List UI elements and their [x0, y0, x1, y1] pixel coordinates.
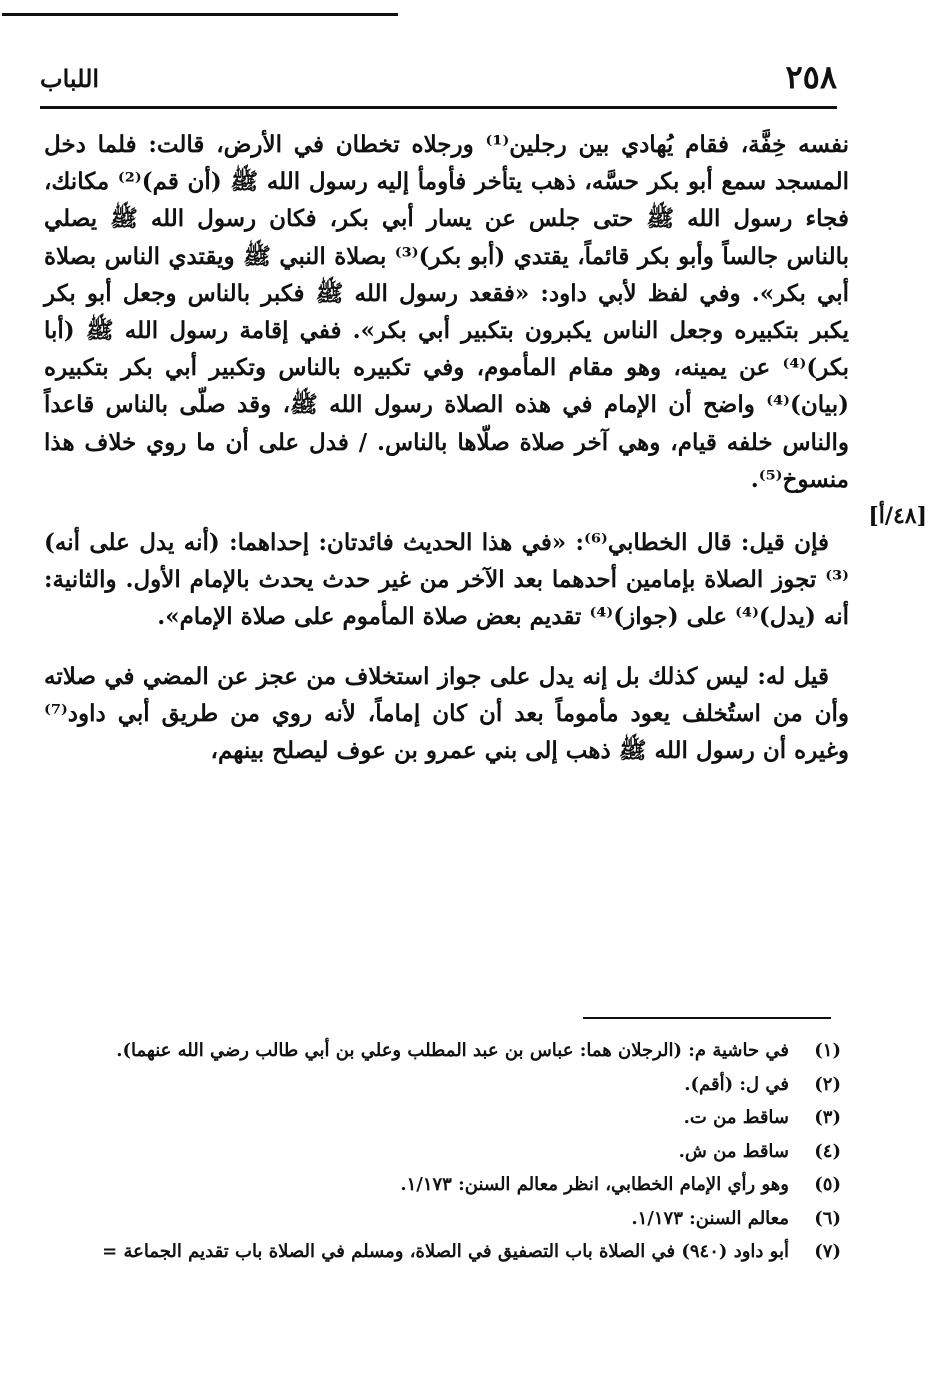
- paragraph-1: نفسه خِفَّة، فقام يُهادي بين رجلين⁽¹⁾ ورجلاه تخطان في الأرض، قالت: فلما دخل المسجد سمع أبو بكر حسَّه، ذهب يتأخر فأومأ إليه رسول الله ﷺ (أن قم)⁽²⁾ مكانك، فجاء رسول الله ﷺ حتى جلس عن يسار أبي بكر، فكان رسول الله ﷺ يصلي بالناس جالساً وأبو بكر قائماً، يقتدي (أبو بكر)⁽³⁾ بصلاة النبي ﷺ ويقتدي الناس بصلاة أبي بكر». وفي لفظ لأبي داود: «فقعد رسول الله ﷺ فكبر بالناس وجعل أبو بكر يكبر بتكبيره وجعل الناس يكبرون بتكبير أبي بكر». ففي إقامة رسول الله ﷺ (أبا بكر)⁽⁴⁾ عن يمينه، وهو مقام المأموم، وفي تكبيره بالناس وتكبير أبي بكر بتكبيره (بيان)⁽⁴⁾ واضح أن الإمام في هذه الصلاة رسول الله ﷺ، وقد صلّى بالناس قاعداً والناس خلفه قيام، وهي آخر صلاة صلّاها بالناس. / فدل على أن ما روي خلاف هذا منسوخ⁽⁵⁾.: [44, 131, 850, 493]
- paragraph-3: قيل له: ليس كذلك بل إنه يدل على جواز استخلاف من عجز عن المضي في صلاته وأن من استُخلف يعود مأموماً بعد أن كان إماماً، لأنه روي من طريق أبي داود⁽⁷⁾ وغيره أن رسول الله ﷺ ذهب إلى بني عمرو بن عوف ليصلح بينهم،: [44, 662, 849, 765]
- page-header: [40, 58, 837, 106]
- footnote-2: [20, 1068, 841, 1102]
- paragraph-2: فإن قيل: قال الخطابي⁽⁶⁾: «في هذا الحديث فائدتان: إحداهما: (أنه يدل على أنه)⁽³⁾ تجوز الصلاة بإمامين أحدهما بعد الآخر من غير حدث يحدث بالإمام الأول. والثانية: أنه (يدل)⁽⁴⁾ على (جواز)⁽⁴⁾ تقديم بعض صلاة المأموم على صلاة الإمام».: [44, 529, 849, 631]
- footnote-number: (٢): [814, 1073, 841, 1095]
- running-head: اللباب: [40, 64, 100, 93]
- footnote-text: في ل: (أقم).: [684, 1073, 789, 1095]
- footnote-7: [20, 1235, 841, 1269]
- footnote-text: وهو رأي الإمام الخطابي، انظر معالم السنن: ١/١٧٣.: [400, 1174, 789, 1195]
- footnote-number: (٦): [814, 1207, 841, 1229]
- footnote-number: (٧): [814, 1241, 841, 1262]
- header-rule: [40, 106, 837, 109]
- main-text: [44, 126, 849, 769]
- page-number: ٢٥٨: [785, 58, 837, 96]
- footnote-1: [20, 1034, 841, 1068]
- footnote-number: (١): [814, 1040, 841, 1061]
- footnotes: [20, 1034, 841, 1269]
- footnote-number: (٣): [814, 1107, 841, 1128]
- footnote-text: في حاشية م: (الرجلان هما: عباس بن عبد المطلب وعلي بن أبي طالب رضي الله عنهما).: [116, 1040, 789, 1061]
- footnote-number: (٤): [814, 1140, 841, 1162]
- footnote-rule: [583, 1017, 831, 1019]
- footnote-number: (٥): [814, 1174, 841, 1195]
- footnote-text: أبو داود (٩٤٠) في الصلاة باب التصفيق في الصلاة، ومسلم في الصلاة باب تقديم الجماعة =: [102, 1241, 789, 1262]
- footnote-text: معالم السنن: ١/١٧٣.: [631, 1207, 789, 1229]
- footnote-3: [20, 1101, 841, 1135]
- footnote-text: ساقط من ش.: [678, 1140, 789, 1162]
- folio-marker: [٤٨/أ]: [868, 503, 927, 529]
- footnote-6: [20, 1202, 841, 1236]
- footnote-5: [20, 1168, 841, 1202]
- footnote-text: ساقط من ت.: [683, 1107, 789, 1128]
- top-rule: [2, 13, 398, 16]
- footnote-4: [20, 1135, 841, 1169]
